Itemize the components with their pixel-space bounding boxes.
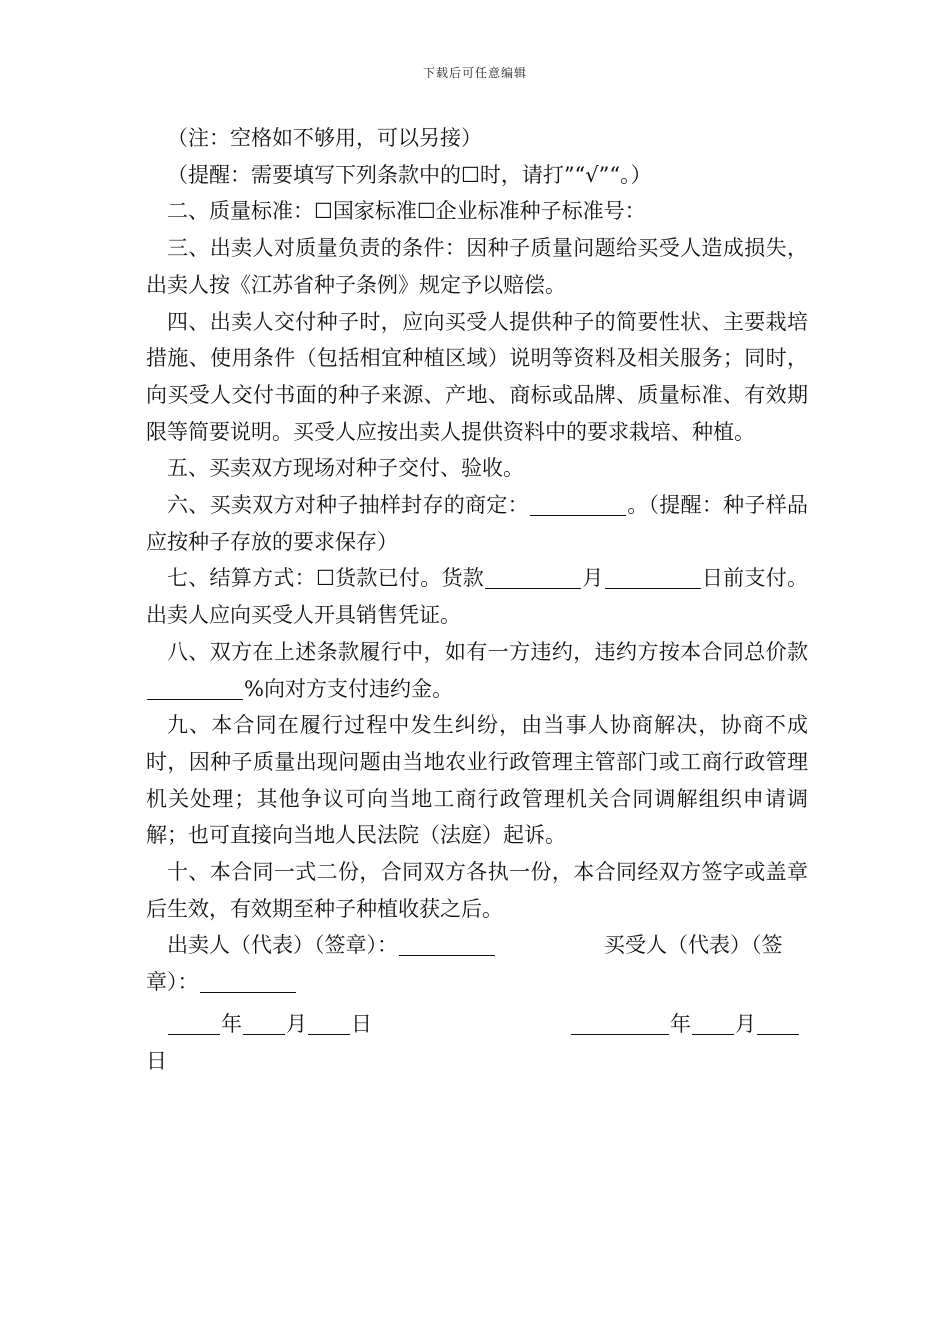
month-label: 月 [286,1011,307,1036]
seller-day-blank[interactable] [308,1012,350,1035]
buyer-signature-row [146,964,808,1001]
seller-date [167,1006,372,1043]
seller-signature-blank[interactable] [399,933,495,956]
note-paragraph: （注：空格如不够用，可以另接） [167,126,482,150]
buyer-label: 买受人（代表）（签 [604,933,783,958]
clause-8-text: 八、双方在上述条款履行中，如有一方违约，违约方按本合同总价款 [167,639,808,664]
clause-8 [146,634,808,707]
day-label: 日 [351,1011,372,1036]
clause-7-rest: 日前支付。出卖人应向买受人开具销售凭证。 [146,566,809,628]
clause-3: 三、出卖人对质量负责的条件：因种子质量问题给买受人造成损失，出卖人按《江苏省种子条例》规定予以赔偿。 [146,236,808,297]
date-row-wrap [146,1043,808,1080]
day-label: 日 [146,1048,167,1073]
buyer-signature-blank[interactable] [200,970,296,993]
clause-4: 四、出卖人交付种子时，应向买受人提供种子的简要性状、主要栽培措施、使用条件（包括相宜种植区域）说明等资料及相关服务；同时，向买受人交付书面的种子来源、产地、商标或品牌、质量标准、有效期限等简要说明。买受人应按出卖人提供资料中的要求栽培、种植。 [146,309,808,444]
clause-7 [146,560,808,633]
clause-8-rest: %向对方支付违约金。 [244,676,453,701]
buyer-date [570,1006,800,1043]
clause-9: 九、本合同在履行过程中发生纠纷，由当事人协商解决，协商不成时，因种子质量出现问题由当地农业行政管理主管部门或工商行政管理机关处理；其他争议可向当地工商行政管理机关合同调解组织申请调解；也可直接向当地人民法院（法庭）起诉。 [146,713,808,848]
seller-year-blank[interactable] [168,1012,220,1035]
sample-agreement-blank[interactable] [530,493,626,516]
seller-label: 出卖人（代表）（签章）： [167,933,398,958]
seller-signature [167,927,496,964]
clause-10: 十、本合同一式二份，合同双方各执一份，本合同经双方签字或盖章后生效，有效期至种子种植收获之后。 [146,860,808,921]
signature-row [146,927,808,964]
year-label: 年 [221,1011,242,1036]
buyer-signature [146,964,297,1001]
quality-standard-clause: 二、质量标准：☐国家标准☐企业标准种子标准号： [167,199,646,224]
clause-6-reminder: 。（提醒：种子样品应按种子存放的要求保存） [146,493,809,554]
clause-7-month: 月 [582,566,604,591]
buyer-day-blank[interactable] [757,1012,799,1035]
payment-day-blank[interactable] [605,566,701,589]
date-row [146,1006,808,1043]
clause-7-text: 七、结算方式：☐货款已付。货款 [167,566,485,591]
buyer-year-blank[interactable] [571,1012,669,1035]
buyer-month-blank[interactable] [692,1012,734,1035]
clause-6-text: 六、买卖双方对种子抽样封存的商定： [167,493,529,518]
clause-6 [146,487,808,560]
year-label: 年 [670,1011,691,1036]
seller-month-blank[interactable] [243,1012,285,1035]
page-header: 下载后可任意编辑 [422,66,527,80]
contract-body [146,120,808,1079]
month-label: 月 [735,1011,756,1036]
buyer-label-cont: 章）： [146,970,199,995]
clause-5: 五、买卖双方现场对种子交付、验收。 [167,456,524,481]
payment-month-blank[interactable] [485,566,581,589]
penalty-percent-blank[interactable] [147,677,243,700]
reminder-paragraph: （提醒：需要填写下列条款中的☐时，请打”“√”“。） [167,162,652,187]
